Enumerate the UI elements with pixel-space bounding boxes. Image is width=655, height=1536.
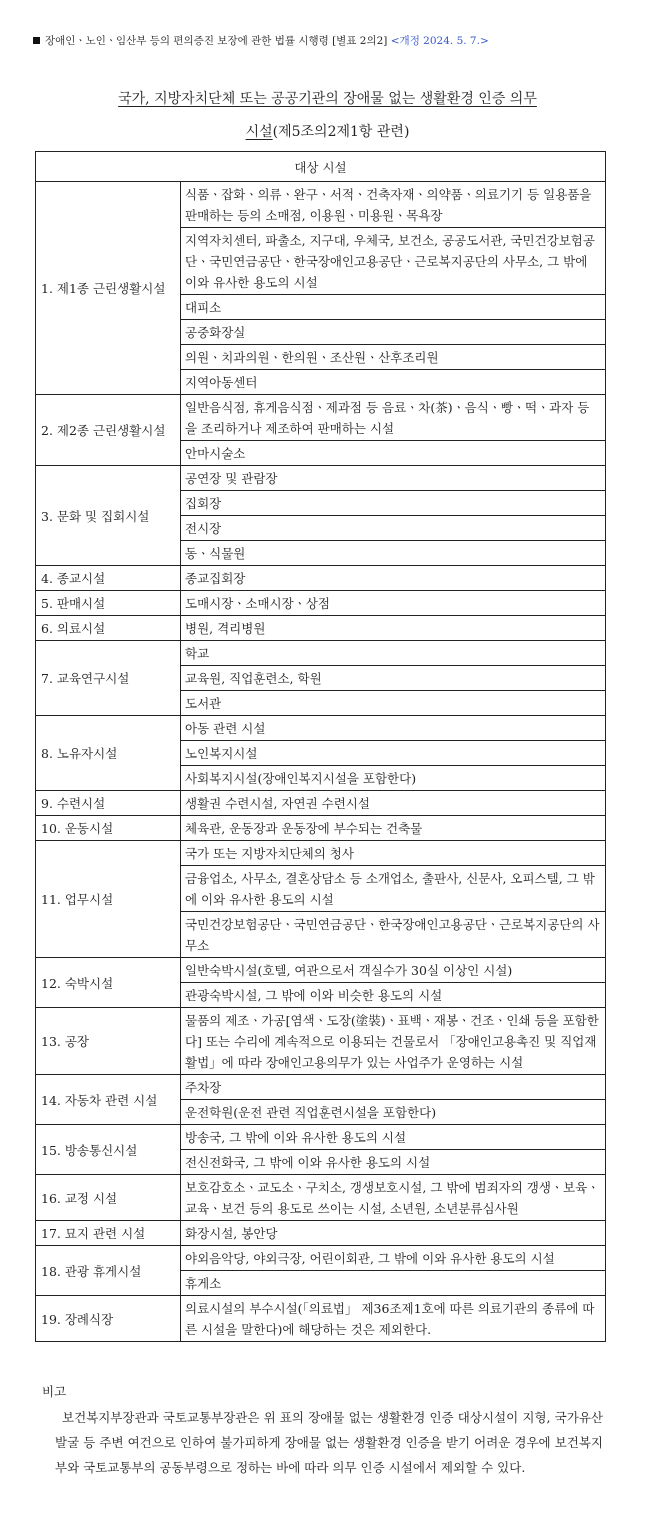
facility-item: 국가 또는 지방자치단체의 청사	[181, 841, 606, 866]
facility-item: 공연장 및 관람장	[181, 466, 606, 491]
facility-item: 대피소	[181, 295, 606, 320]
facility-item: 지역자치센터, 파출소, 지구대, 우체국, 보건소, 공공도서관, 국민건강보험공단ㆍ국민연금공단ㆍ한국장애인고용공단ㆍ근로복지공단의 사무소, 그 밖에 이와 유사한 용도의 시설	[181, 228, 606, 295]
table-row	[36, 1221, 606, 1246]
facility-item: 휴게소	[181, 1271, 606, 1296]
remarks-text: 보건복지부장관과 국토교통부장관은 위 표의 장애물 없는 생활환경 인증 대상시설이 지형, 국가유산 발굴 등 주변 여건으로 인하여 불가피하게 장애물 없는 생활환경 인증을 받기 어려운 경우에 보건복지부와 국토교통부의 공동부령으로 정하는 바에 따라 의무 인증 시설에서 제외할 수 있다.	[55, 1410, 603, 1475]
facility-item: 관광숙박시설, 그 밖에 이와 비슷한 용도의 시설	[181, 983, 606, 1008]
law-reference: 장애인ㆍ노인ㆍ임산부 등의 편의증진 보장에 관한 법률 시행령 [별표 2의2]	[45, 35, 388, 47]
facility-item: 학교	[181, 641, 606, 666]
table-header: 대상 시설	[36, 152, 606, 182]
title-underlined-word: 시설	[245, 124, 273, 140]
facility-item: 체육관, 운동장과 운동장에 부수되는 건축물	[181, 816, 606, 841]
table-row	[36, 1296, 606, 1342]
facility-item: 교육원, 직업훈련소, 학원	[181, 666, 606, 691]
facility-item: 종교집회장	[181, 566, 606, 591]
table-row	[36, 816, 606, 841]
facility-item: 공중화장실	[181, 320, 606, 345]
table-header-row	[36, 152, 606, 182]
facility-table	[35, 151, 606, 1342]
facility-category: 11. 업무시설	[36, 841, 181, 958]
facility-item: 금융업소, 사무소, 결혼상담소 등 소개업소, 출판사, 신문사, 오피스텔, 그 밖에 이와 유사한 용도의 시설	[181, 866, 606, 912]
facility-category: 12. 숙박시설	[36, 958, 181, 1008]
facility-item: 의료시설의 부수시설(「의료법」 제36조제1호에 따른 의료기관의 종류에 따른 시설을 말한다)에 해당하는 것은 제외한다.	[181, 1296, 606, 1342]
table-row	[36, 182, 606, 228]
facility-category: 3. 문화 및 집회시설	[36, 466, 181, 566]
title-reference: (제5조의2제1항 관련)	[272, 124, 410, 140]
table-row	[36, 566, 606, 591]
revision-date: <개정 2024. 5. 7.>	[390, 35, 489, 47]
facility-item: 집회장	[181, 491, 606, 516]
facility-item: 일반음식점, 휴게음식점ㆍ제과점 등 음료ㆍ차(茶)ㆍ음식ㆍ빵ㆍ떡ㆍ과자 등을 조리하거나 제조하여 판매하는 시설	[181, 395, 606, 441]
facility-item: 지역아동센터	[181, 370, 606, 395]
facility-category: 14. 자동차 관련 시설	[36, 1075, 181, 1125]
facility-category: 8. 노유자시설	[36, 716, 181, 791]
facility-item: 노인복지시설	[181, 741, 606, 766]
facility-item: 도매시장ㆍ소매시장ㆍ상점	[181, 591, 606, 616]
document-title-line2	[0, 121, 655, 141]
facility-item: 사회복지시설(장애인복지시설을 포함한다)	[181, 766, 606, 791]
facility-item: 야외음악당, 야외극장, 어린이회관, 그 밖에 이와 유사한 용도의 시설	[181, 1246, 606, 1271]
facility-item: 보호감호소ㆍ교도소ㆍ구치소, 갱생보호시설, 그 밖에 범죄자의 갱생ㆍ보육ㆍ교육ㆍ보건 등의 용도로 쓰이는 시설, 소년원, 소년분류심사원	[181, 1175, 606, 1221]
facility-item: 안마시술소	[181, 441, 606, 466]
facility-category: 1. 제1종 근린생활시설	[36, 182, 181, 395]
facility-category: 6. 의료시설	[36, 616, 181, 641]
table-row	[36, 1075, 606, 1100]
facility-category: 4. 종교시설	[36, 566, 181, 591]
table-row	[36, 395, 606, 441]
document-title-line1: 국가, 지방자치단체 또는 공공기관의 장애물 없는 생활환경 인증 의무	[118, 91, 537, 107]
facility-category: 19. 장례식장	[36, 1296, 181, 1342]
facility-item: 도서관	[181, 691, 606, 716]
table-row	[36, 1125, 606, 1150]
facility-category: 7. 교육연구시설	[36, 641, 181, 716]
facility-item: 물품의 제조ㆍ가공[염색ㆍ도장(塗裝)ㆍ표백ㆍ재봉ㆍ건조ㆍ인쇄 등을 포함한다] 또는 수리에 계속적으로 이용되는 건물로서 「장애인고용촉진 및 직업재활법」에 따라 장애인고용의무가 있는 사업주가 운영하는 시설	[181, 1008, 606, 1075]
table-row	[36, 841, 606, 866]
table-row	[36, 1175, 606, 1221]
facility-category: 15. 방송통신시설	[36, 1125, 181, 1175]
facility-category: 5. 판매시설	[36, 591, 181, 616]
table-row	[36, 958, 606, 983]
table-row	[36, 1008, 606, 1075]
table-row	[36, 791, 606, 816]
facility-item: 동ㆍ식물원	[181, 541, 606, 566]
facility-category: 2. 제2종 근린생활시설	[36, 395, 181, 466]
table-row	[36, 716, 606, 741]
facility-category: 13. 공장	[36, 1008, 181, 1075]
facility-item: 의원ㆍ치과의원ㆍ한의원ㆍ조산원ㆍ산후조리원	[181, 345, 606, 370]
facility-item: 방송국, 그 밖에 이와 유사한 용도의 시설	[181, 1125, 606, 1150]
facility-item: 주차장	[181, 1075, 606, 1100]
facility-item: 생활권 수련시설, 자연권 수련시설	[181, 791, 606, 816]
facility-item: 아동 관련 시설	[181, 716, 606, 741]
table-row	[36, 1246, 606, 1271]
facility-category: 9. 수련시설	[36, 791, 181, 816]
remarks-label: 비고	[42, 1384, 67, 1399]
facility-item: 전신전화국, 그 밖에 이와 유사한 용도의 시설	[181, 1150, 606, 1175]
table-row	[36, 591, 606, 616]
table-row	[36, 641, 606, 666]
facility-item: 국민건강보험공단ㆍ국민연금공단ㆍ한국장애인고용공단ㆍ근로복지공단의 사무소	[181, 912, 606, 958]
facility-category: 17. 묘지 관련 시설	[36, 1221, 181, 1246]
facility-category: 10. 운동시설	[36, 816, 181, 841]
table-row	[36, 616, 606, 641]
facility-category: 18. 관광 휴게시설	[36, 1246, 181, 1296]
facility-item: 화장시설, 봉안당	[181, 1221, 606, 1246]
square-bullet-icon	[33, 37, 40, 44]
facility-category: 16. 교정 시설	[36, 1175, 181, 1221]
facility-item: 병원, 격리병원	[181, 616, 606, 641]
table-row	[36, 466, 606, 491]
document-header	[33, 33, 489, 48]
facility-item: 전시장	[181, 516, 606, 541]
facility-item: 운전학원(운전 관련 직업훈련시설을 포함한다)	[181, 1100, 606, 1125]
facility-item: 일반숙박시설(호텔, 여관으로서 객실수가 30실 이상인 시설)	[181, 958, 606, 983]
facility-item: 식품ㆍ잡화ㆍ의류ㆍ완구ㆍ서적ㆍ건축자재ㆍ의약품ㆍ의료기기 등 일용품을 판매하는 등의 소매점, 이용원ㆍ미용원ㆍ목욕장	[181, 182, 606, 228]
